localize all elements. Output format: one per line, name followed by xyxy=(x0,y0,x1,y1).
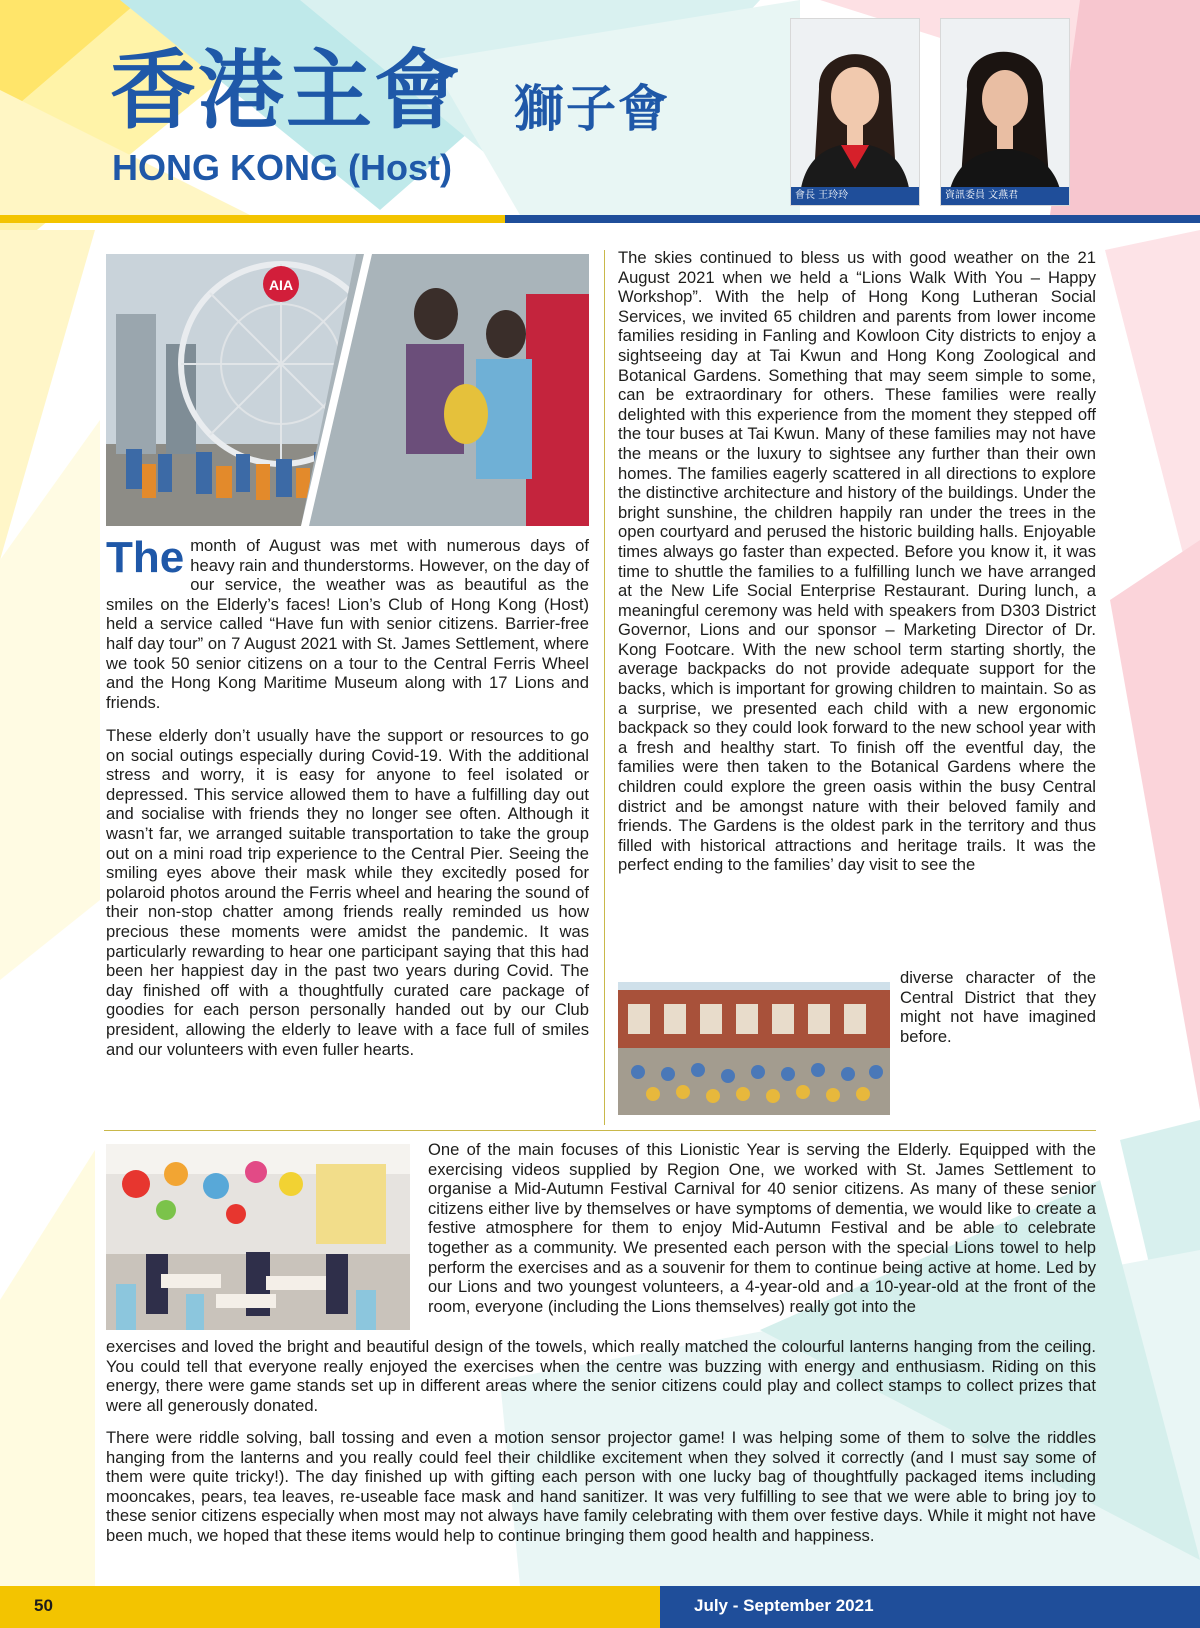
paragraph-text: These elderly don’t usually have the support or resources to go on social outings especially during Covid-19. With the additional stress and worry, it is easy for anyone to feel isolated or depressed. This service allowed them to have a fulfilling day out and socialise with friends they no longer see often. Although it wasn’t far, we arranged suitable transportation to take the group out on a mini road trip experience to the Central Pier. Seeing the smiling eyes above their mask while they excitedly posed for polaroid photos around the Ferris wheel and hearing the sound of their non-stop chatter among friends really reminded us how precious these moments were amidst the pandemic. It was particularly rewarding to hear one participant saying that this had been her happiest day in the past two years during Covid. The day finished off with a thoughtfully curated care package of goodies for each person personally handed out by our Club president, allowing the elderly to leave with a face full of smiles and our volunteers with even fuller hearts. xyxy=(106,726,589,1059)
paragraph-tai-kwun-ending xyxy=(900,968,1096,1046)
issue-date: July - September 2021 xyxy=(694,1596,874,1615)
page-title-english: HONG KONG (Host) xyxy=(112,147,452,188)
page-title-chinese-suffix: 獅子會 xyxy=(514,80,670,138)
paragraph-riddles xyxy=(106,1428,1096,1546)
portrait-photo-icon xyxy=(791,19,919,205)
paragraph-text: diverse character of the Central District that they might not have imagined before. xyxy=(900,968,1096,1046)
dropcap: The xyxy=(106,533,185,582)
paragraph-mid-autumn-carnival xyxy=(428,1140,1096,1316)
portrait-information-officer xyxy=(940,18,1070,206)
section-divider xyxy=(104,1130,1096,1131)
paragraph-ferris-wheel-tour: month of August was met with numerous days of heavy rain and thunderstorms. However, on the day of our service, the weather was as beautiful as the smiles on the Elderly’s faces! Lion’s Club of Hong Kong (Host) held a service called “Have fun with senior citizens. Barrier-free half day tour” on 7 August 2021 with St. James Settlement, where we took 50 senior citizens on a tour to the Central Ferris Wheel and the Hong Kong Maritime Museum along with 17 Lions and friends. xyxy=(106,536,589,712)
portrait-caption: 資訊委員 文燕君 xyxy=(941,187,1069,205)
paragraph-text: The skies continued to bless us with good weather on the 21 August 2021 when we held a “Lions Walk With You – Happy Workshop”. With the help of Hong Kong Lutheran Social Services, we invited 65 children and parents from lower income families residing in Fanling and Kowloon City districts to enjoy a sightseeing day at Tai Kwun and Hong Kong Zoological and Botanical Gardens. Something that may seem simple to some, can be extraordinary for others. These families were really delighted with this experience from the moment they stepped off the tour buses at Tai Kwun. Many of these families may not have the means or the luxury to sightsee any further than their own homes. The families eagerly scattered in all directions to explore the distinctive architecture and history of the buildings. Under the bright sunshine, the children happily ran under the trees in the open courtyard and perused the historic building halls. Enjoyable times always go faster than expected. Before you know it, it was time to shuttle the families to a fulfilling lunch we have arranged at the New Life Social Enterprise Restaurant. During lunch, a meaningful ceremony was held with speakers from D303 District Governor, Lions and our sponsor – Marketing Director of Dr. Kong Footcare. With the new school term starting shortly, the average backpacks do not provide adequate support for the backs, which is important for growing children to maintain. So as a surprise, we presented each child with a new ergonomic backpack so they could look forward to the new school year with a fresh and healthy start. To finish off the eventful day, the families were then taken to the Botanical Gardens where the children could explore the green oasis within the busy Central district and be amongst nature with their beloved family and friends. The Gardens is the oldest park in the territory and thus filled with historical attractions and heritage trails. It was the perfect ending to the families’ day visit to see the xyxy=(618,248,1096,875)
portrait-photo-icon xyxy=(941,19,1069,205)
column-divider xyxy=(604,250,605,1125)
aia-sign: AIA xyxy=(268,277,294,293)
mid-autumn-carnival-photo xyxy=(106,1144,410,1330)
header-stripe-blue xyxy=(505,215,1200,223)
paragraph-happy-workshop xyxy=(618,248,1096,875)
portrait-caption: 會長 王玲玲 xyxy=(791,187,919,205)
ferris-wheel-photo xyxy=(106,254,589,526)
page-title-chinese: 香港主會 xyxy=(110,41,462,141)
paragraph-elderly-support xyxy=(106,726,589,1059)
header-stripe-yellow xyxy=(0,215,505,223)
paragraph-text: One of the main focuses of this Lionistic Year is serving the Elderly. Equipped with the exercising videos supplied by Region One, we worked with St. James Settlement to organise a Mid-Autumn Festival Carnival for 40 senior citizens. As many of these senior citizens either live by themselves or have symptoms of dementia, we would like to create a festive atmosphere for them to enjoy Mid-Autumn Festival and be able to celebrate together as a community. We presented each person with the special Lions towel to help perform the exercises and as a souvenir for them to continue being active at home. Led by our Lions and two youngest volunteers, a 4-year-old and a 10-year-old at the front of the room, everyone (including the Lions themselves) really got into the xyxy=(428,1140,1096,1316)
tai-kwun-group-photo xyxy=(618,982,890,1115)
paragraph-text: There were riddle solving, ball tossing and even a motion sensor projector game! I was helping some of them to solve the riddles hanging from the lanterns and you really could feel their childlike excitement when they solved it correctly (and I must say some of them were quite tricky!). The day finished up with gifting each person with one lucky bag of thoughtfully packaged items including mooncakes, pears, tea leaves, re-useable face mask and hand sanitizer. It was very fulfilling to see that we were able to bring joy to these senior citizens especially when most may not always have family celebrating with them over festive days. While it might not have been much, we hoped that these items would help to continue bringing them good health and happiness. xyxy=(106,1428,1096,1545)
intro-paragraph xyxy=(106,533,589,712)
paragraph-exercises xyxy=(106,1337,1096,1415)
page-number: 50 xyxy=(34,1596,53,1615)
portrait-president xyxy=(790,18,920,206)
paragraph-text: exercises and loved the bright and beautiful design of the towels, which really matched the colourful lanterns hanging from the ceiling. You could tell that everyone really enjoyed the exercises when the centre was buzzing with energy and enthusiasm. Riding on this energy, there were game stands set up in different areas where the senior citizens could play and collect stamps to collect prizes that were all generously donated. xyxy=(106,1337,1096,1415)
footer-bar-yellow xyxy=(0,1586,660,1628)
